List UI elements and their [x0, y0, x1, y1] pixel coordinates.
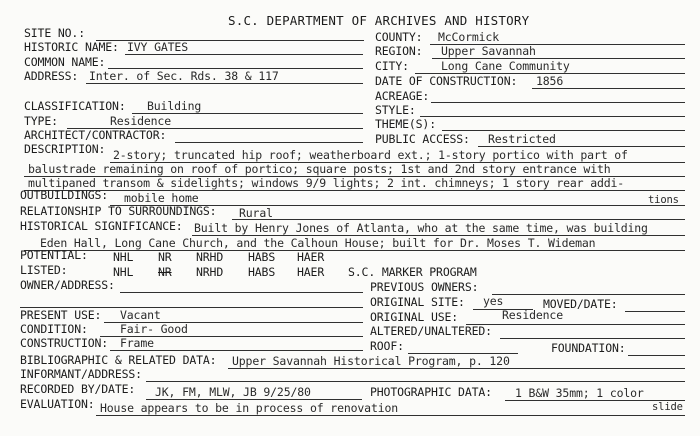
listed-label: LISTED: — [20, 263, 68, 277]
condition-label: CONDITION: — [20, 322, 88, 336]
present-use-label: PRESENT USE: — [20, 308, 102, 322]
listed-nhl[interactable]: NHL — [113, 265, 134, 279]
common-name-label: COMMON NAME: — [24, 55, 106, 69]
original-use-line — [466, 324, 685, 325]
themes-line — [442, 130, 685, 131]
relationship-line — [232, 219, 685, 220]
description-line-1: 2-story; truncated hip roof; weatherboard ext.; 1-story portico with part of — [113, 148, 628, 162]
potential-habs[interactable]: HABS — [248, 250, 276, 264]
construction-label: CONSTRUCTION: — [20, 336, 109, 350]
evaluation-label: EVALUATION: — [20, 397, 95, 411]
photo-continuation: slide — [652, 401, 683, 413]
recorded-line — [146, 399, 362, 400]
classification-value: Building — [147, 99, 202, 113]
bibliographic-value: Upper Savannah Historical Program, p. 120 — [232, 354, 510, 368]
recorded-label: RECORDED BY/DATE: — [20, 382, 136, 396]
potential-nhl[interactable]: NHL — [113, 250, 134, 264]
significance-line-1: Built by Henry Jones of Atlanta, who at the same time, was building — [194, 221, 648, 235]
date-label: DATE OF CONSTRUCTION: — [375, 74, 518, 88]
relationship-value: Rural — [239, 206, 273, 220]
moved-line — [625, 311, 685, 312]
construction-line — [110, 350, 363, 351]
original-site-label: ORIGINAL SITE: — [370, 295, 465, 309]
outbuildings-value: mobile home — [124, 191, 199, 205]
present-use-value: Vacant — [120, 308, 161, 322]
original-site-value: yes — [483, 294, 504, 308]
foundation-label: FOUNDATION: — [551, 341, 626, 355]
condition-value: Fair- Good — [120, 322, 188, 336]
public-access-line — [478, 146, 685, 147]
description-line-3: multipaned transom & sidelights; windows 9/9 lights; 2 int. chimneys; 1 story rear addi- — [28, 176, 625, 190]
date-line — [532, 88, 685, 89]
previous-owners-line — [492, 294, 685, 295]
owner-line — [120, 292, 363, 293]
listed-habs[interactable]: HABS — [248, 265, 276, 279]
acreage-line — [431, 102, 685, 103]
county-label: COUNTY: — [375, 30, 423, 44]
moved-label: MOVED/DATE: — [543, 297, 618, 311]
acreage-label: ACREAGE: — [375, 89, 430, 103]
address-value: Inter. of Sec. Rds. 38 & 117 — [89, 69, 279, 83]
classification-label: CLASSIFICATION: — [24, 99, 126, 113]
potential-label: POTENTIAL: — [20, 248, 88, 262]
public-access-value: Restricted — [488, 132, 556, 146]
date-value: 1856 — [536, 74, 564, 88]
description-line-2: balustrade remaining on roof of portico; square posts; 1st and 2nd story entrance with — [28, 162, 611, 176]
photo-label: PHOTOGRAPHIC DATA: — [370, 385, 492, 399]
photo-value: 1 B&W 35mm; 1 color — [515, 386, 644, 400]
style-label: STYLE: — [375, 103, 416, 117]
description-line-3b: tions — [648, 194, 679, 206]
altered-line — [500, 338, 685, 339]
roof-label: ROOF: — [370, 339, 404, 353]
site-no-label: SITE NO.: — [24, 26, 85, 40]
significance-label: HISTORICAL SIGNIFICANCE: — [20, 219, 183, 233]
bibliographic-label: BIBLIOGRAPHIC & RELATED DATA: — [20, 353, 217, 367]
type-value: Residence — [110, 114, 171, 128]
description-label: DESCRIPTION: — [24, 142, 106, 156]
potential-nrhd[interactable]: NRHD — [196, 250, 224, 264]
outbuildings-label: OUTBUILDINGS: — [20, 188, 109, 202]
city-label: CITY: — [375, 59, 409, 73]
significance-line-2: Eden Hall, Long Cane Church, and the Calhoun House; built for Dr. Moses T. Wideman — [40, 236, 596, 250]
architect-line — [175, 142, 363, 143]
listed-nr[interactable]: NR — [158, 265, 172, 279]
foundation-line — [628, 355, 685, 356]
county-value: McCormick — [438, 30, 499, 44]
historic-name-value: IVY GATES — [127, 40, 188, 54]
listed-nrhd[interactable]: NRHD — [196, 265, 224, 279]
marker-program-label: S.C. MARKER PROGRAM — [348, 265, 477, 279]
address-label: ADDRESS: — [24, 69, 79, 83]
region-label: REGION: — [375, 44, 423, 58]
address-line — [86, 83, 363, 84]
historic-name-label: HISTORIC NAME: — [24, 40, 119, 54]
city-value: Long Cane Community — [441, 59, 570, 73]
public-access-label: PUBLIC ACCESS: — [375, 132, 470, 146]
altered-label: ALTERED/UNALTERED: — [370, 324, 492, 338]
relationship-label: RELATIONSHIP TO SURROUNDINGS: — [20, 204, 217, 218]
form-header: S.C. DEPARTMENT OF ARCHIVES AND HISTORY — [228, 13, 530, 28]
type-label: TYPE: — [24, 114, 58, 128]
informant-line — [146, 381, 685, 382]
architect-label: ARCHITECT/CONTRACTOR: — [24, 128, 167, 142]
evaluation-line — [96, 415, 685, 416]
potential-nr[interactable]: NR — [158, 250, 172, 264]
themes-label: THEME(S): — [375, 117, 436, 131]
historic-name-line — [125, 54, 363, 55]
potential-haer[interactable]: HAER — [297, 250, 325, 264]
recorded-value: JK, FM, MLW, JB 9/25/80 — [155, 385, 311, 399]
listed-haer[interactable]: HAER — [297, 265, 325, 279]
previous-owners-label: PREVIOUS OWNERS: — [370, 280, 479, 294]
original-use-value: Residence — [502, 308, 563, 322]
informant-label: INFORMANT/ADDRESS: — [20, 367, 142, 381]
bibliographic-line — [228, 368, 685, 369]
style-line — [420, 116, 685, 117]
original-use-label: ORIGINAL USE: — [370, 310, 459, 324]
region-value: Upper Savannah — [441, 44, 536, 58]
construction-value: Frame — [120, 336, 154, 350]
evaluation-value: House appears to be in process of renovation — [100, 401, 399, 415]
owner-label: OWNER/ADDRESS: — [20, 278, 115, 292]
